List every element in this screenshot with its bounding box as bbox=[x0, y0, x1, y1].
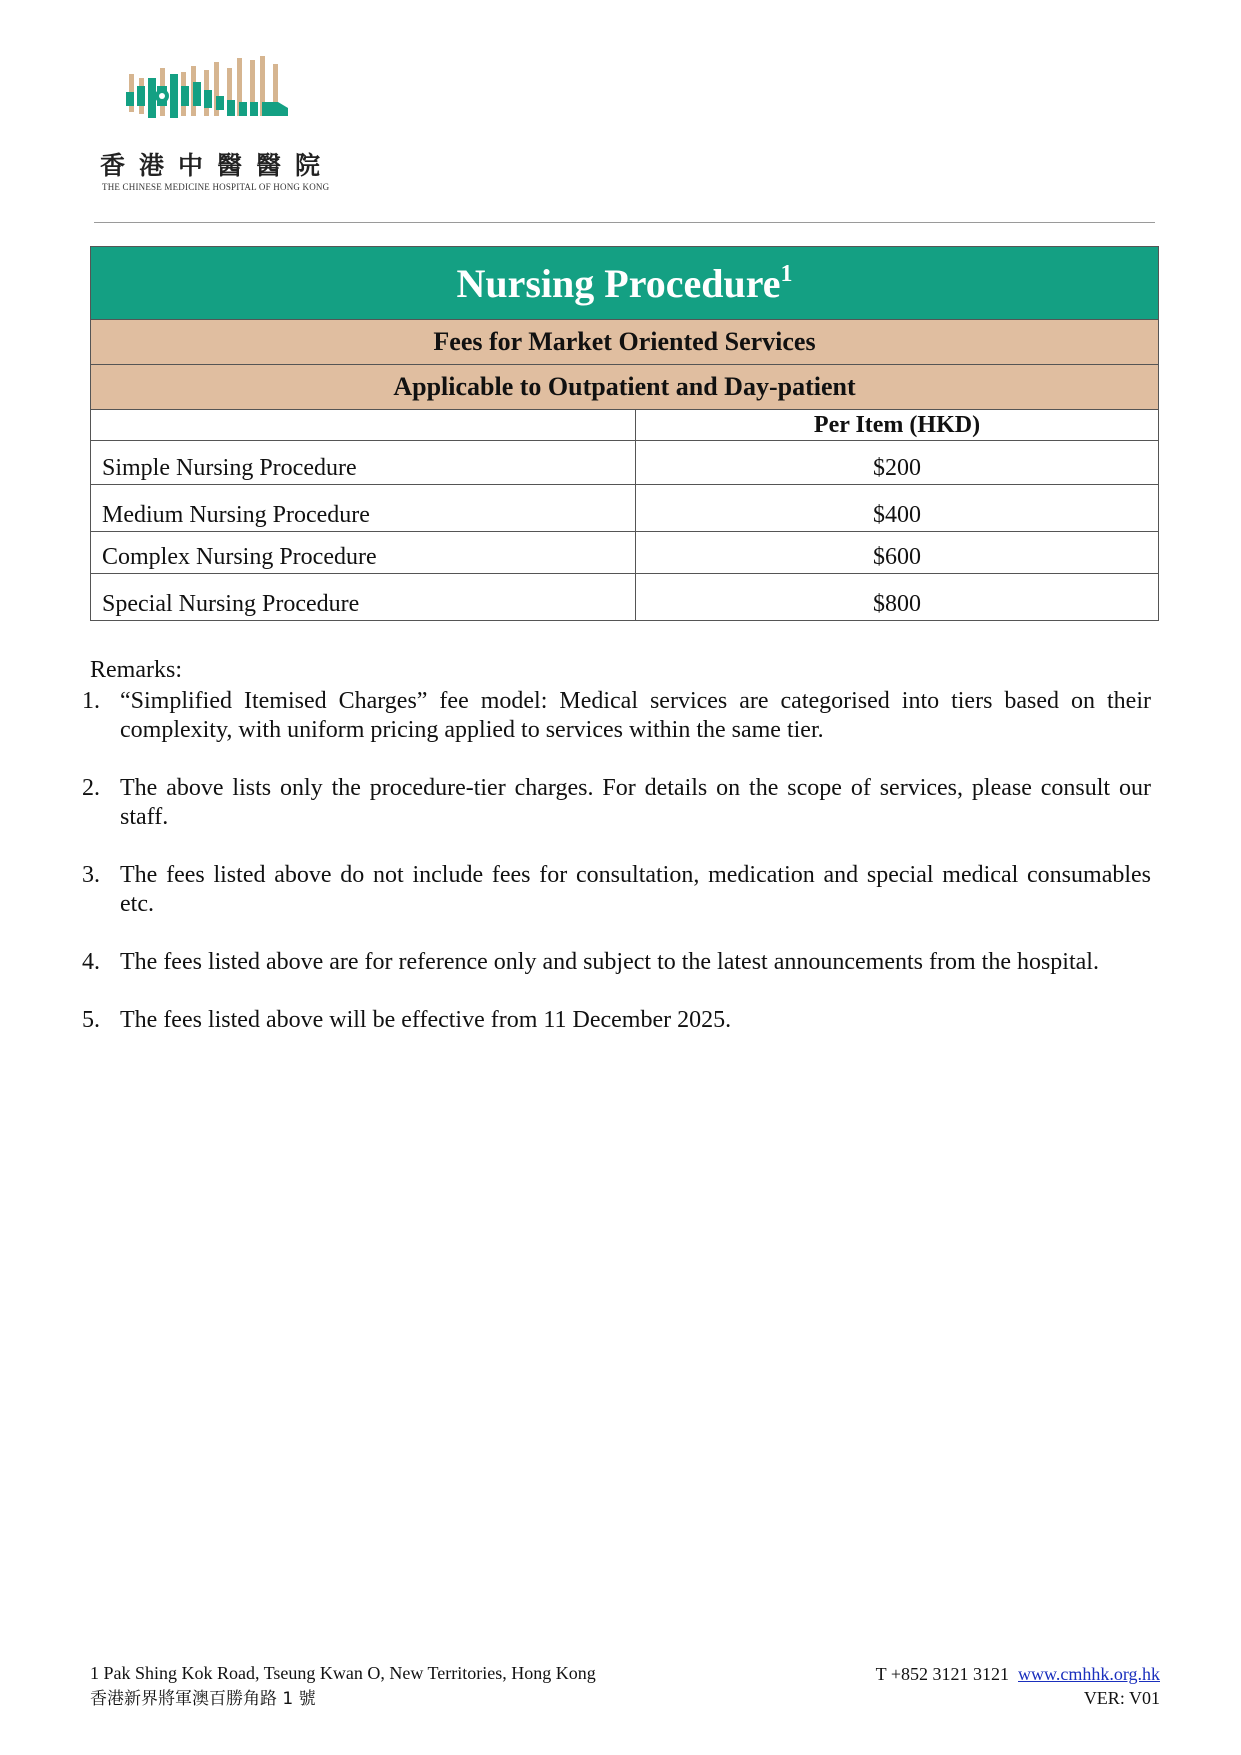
procedure-price: $400 bbox=[636, 485, 1159, 532]
footer-address-cn: 香港新界將軍澳百勝角路 1 號 bbox=[90, 1689, 316, 1709]
fee-table bbox=[90, 246, 1159, 621]
table-column-header: Per Item (HKD) bbox=[636, 410, 1159, 441]
logo-chinese-name: 香港中醫醫院 bbox=[100, 151, 335, 180]
logo-english-name: THE CHINESE MEDICINE HOSPITAL OF HONG KONG bbox=[102, 182, 330, 192]
table-header-empty bbox=[91, 410, 636, 441]
footer-contact bbox=[876, 1662, 1160, 1710]
table-row bbox=[91, 441, 1159, 485]
footer-address bbox=[90, 1660, 596, 1712]
table-row bbox=[91, 532, 1159, 574]
footer-website-link[interactable]: www.cmhhk.org.hk bbox=[1018, 1664, 1160, 1684]
table-row bbox=[91, 574, 1159, 621]
procedure-name: Simple Nursing Procedure bbox=[91, 441, 636, 485]
table-title-text: Nursing Procedure bbox=[456, 260, 781, 306]
footer-address-en: 1 Pak Shing Kok Road, Tseung Kwan O, New Territories, Hong Kong bbox=[90, 1663, 596, 1683]
procedure-name: Special Nursing Procedure bbox=[91, 574, 636, 621]
remark-text: The fees listed above will be effective from 11 December 2025. bbox=[120, 1007, 732, 1033]
remark-text: The above lists only the procedure-tier charges. For details on the scope of services, please consult our staff. bbox=[120, 775, 1151, 830]
table-title bbox=[91, 247, 1159, 320]
table-subtitle-2: Applicable to Outpatient and Day-patient bbox=[91, 365, 1159, 410]
footer-contact-line bbox=[876, 1662, 1160, 1686]
footer-phone: T +852 3121 3121 bbox=[875, 1664, 1009, 1684]
footer-version: VER: V01 bbox=[1083, 1688, 1160, 1708]
table-title-row bbox=[91, 247, 1159, 320]
procedure-price: $800 bbox=[636, 574, 1159, 621]
remarks-title: Remarks: bbox=[90, 657, 182, 683]
table-subtitle-1: Fees for Market Oriented Services bbox=[91, 320, 1159, 365]
table-subtitle-row bbox=[91, 320, 1159, 365]
remark-text: The fees listed above are for reference only and subject to the latest announcements from the hospital. bbox=[120, 949, 1099, 975]
table-header-row bbox=[91, 410, 1159, 441]
remark-item bbox=[82, 687, 1151, 745]
procedure-price: $600 bbox=[636, 532, 1159, 574]
header-divider bbox=[94, 222, 1155, 223]
remark-text: The fees listed above do not include fees for consultation, medication and special medical consumables etc. bbox=[120, 862, 1151, 917]
remarks-section bbox=[82, 656, 1151, 1064]
remark-item bbox=[82, 861, 1151, 919]
table-title-footnote: 1 bbox=[780, 260, 793, 287]
remark-number: 4. bbox=[82, 949, 100, 975]
remark-number: 2. bbox=[82, 775, 100, 801]
remark-number: 3. bbox=[82, 862, 100, 888]
remark-number: 1. bbox=[82, 688, 100, 714]
table-row bbox=[91, 485, 1159, 532]
hospital-logo bbox=[100, 56, 340, 196]
logo-mark-icon bbox=[126, 56, 316, 136]
procedure-name: Complex Nursing Procedure bbox=[91, 532, 636, 574]
table-subtitle-row bbox=[91, 365, 1159, 410]
remark-number: 5. bbox=[82, 1007, 100, 1033]
remark-item bbox=[82, 1006, 1151, 1035]
remark-item bbox=[82, 948, 1151, 977]
procedure-name: Medium Nursing Procedure bbox=[91, 485, 636, 532]
procedure-price: $200 bbox=[636, 441, 1159, 485]
remark-text: “Simplified Itemised Charges” fee model: Medical services are categorised into tiers based on their complexity, with uniform pricing applied to services within the same tier. bbox=[120, 688, 1151, 743]
remark-item bbox=[82, 774, 1151, 832]
